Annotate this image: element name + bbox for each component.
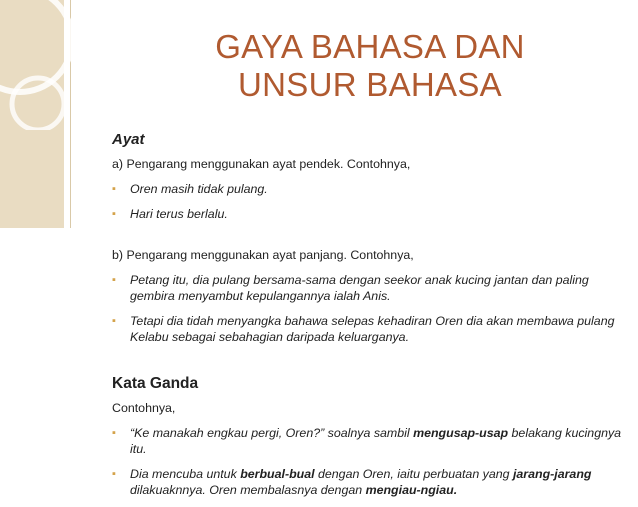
list-item-text: Tetapi dia tidah menyangka bahawa selepas kehadiran Oren dia akan membawa pulang Kelabu sebagai sebahagian daripada keluarganya. (130, 314, 615, 344)
list-item (112, 425, 627, 457)
list-item-text: Hari terus berlalu. (130, 207, 228, 221)
list-item (112, 313, 627, 345)
bullet-icon: ▪ (112, 274, 116, 286)
list-item-text: Oren masih tidak pulang. (130, 182, 268, 196)
list-item-text: Petang itu, dia pulang bersama-sama dengan seekor anak kucing jantan dan paling gembira menyambut kepulangannya ialah Anis. (130, 273, 589, 303)
list-item (112, 272, 627, 304)
bullet-icon: ▪ (112, 183, 116, 195)
list-item (112, 206, 627, 222)
section-heading-ayat: Ayat (112, 131, 145, 148)
bullet-icon: ▪ (112, 208, 116, 220)
list-item (112, 466, 627, 498)
decorative-circles (0, 0, 120, 130)
point-a-text: a) Pengarang menggunakan ayat pendek. Contohnya, (112, 157, 411, 171)
slide-title (110, 28, 630, 104)
point-b-text: b) Pengarang menggunakan ayat panjang. Contohnya, (112, 248, 414, 262)
title-line-2: UNSUR BAHASA (238, 66, 502, 103)
list-item-text: “Ke manakah engkau pergi, Oren?” soalnya sambil mengusap-usap belakang kucingnya itu. (130, 426, 622, 456)
list-item-text: Dia mencuba untuk berbual-bual dengan Oren, iaitu perbuatan yang jarang-jarang dilakuaknnya. Oren membalasnya dengan mengiau-ngiau. (130, 467, 592, 497)
list-item (112, 181, 627, 197)
bullet-icon: ▪ (112, 427, 116, 439)
section-heading-kata-ganda: Kata Ganda (112, 375, 199, 392)
title-line-1: GAYA BAHASA DAN (215, 28, 525, 65)
bullet-icon: ▪ (112, 468, 116, 480)
slide-content (112, 130, 627, 507)
bullet-icon: ▪ (112, 315, 116, 327)
kata-ganda-intro: Contohnya, (112, 401, 176, 415)
